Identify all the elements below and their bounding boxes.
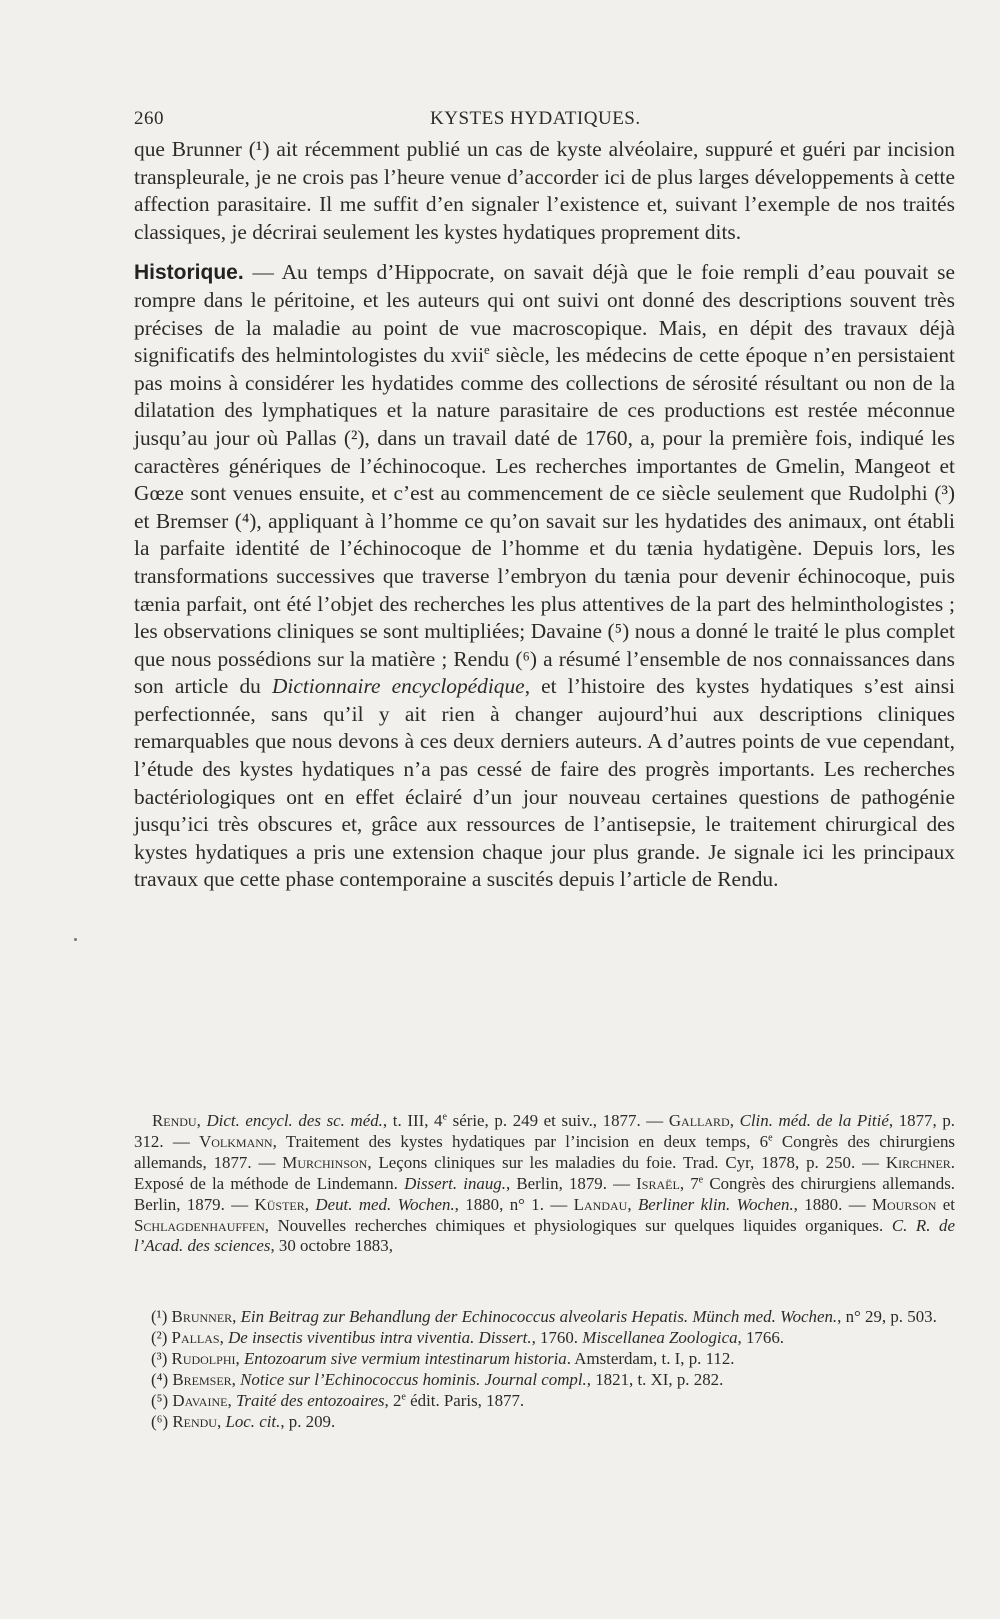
- text-run: (⁵): [151, 1390, 173, 1410]
- margin-speck: [74, 938, 77, 941]
- italic-text: De insectis viventibus intra viventia. Dissert.: [228, 1327, 532, 1347]
- author-name: Mourson: [872, 1194, 937, 1214]
- text-run: ,: [219, 1327, 229, 1347]
- author-name: Landau: [573, 1194, 628, 1214]
- author-name: Kirchner: [885, 1152, 951, 1172]
- paragraph-historique: [134, 259, 955, 894]
- text-run: et: [936, 1194, 955, 1214]
- footnote-5: [134, 1391, 955, 1412]
- superscript: e: [698, 1174, 704, 1186]
- text-run: , Leçons cliniques sur les maladies du foie. Trad. Cyr, 1878, p. 250. —: [367, 1152, 886, 1172]
- italic-text: Dict. encycl. des sc. méd.: [206, 1111, 383, 1130]
- text-run: ,: [235, 1348, 244, 1368]
- text-run: ,: [304, 1194, 316, 1214]
- text-run: ,: [231, 1369, 241, 1389]
- author-name: Schlagdenhauffen: [134, 1215, 265, 1235]
- text-run: ,: [216, 1411, 226, 1431]
- italic-text: Ein Beitrag zur Behandlung der Echinococcus alveolaris Hepatis. Münch med. Wochen.: [240, 1307, 838, 1326]
- text-run: , 1821, t. XI, p. 282.: [586, 1369, 724, 1389]
- text-run: , t. III, 4: [382, 1111, 443, 1130]
- paragraph-text-a: — Au temps d’Hippocrate, on savait déjà que le foie rempli d’eau pouvait se rompre dans le péritoine, et les auteurs qui ont suivi ont donné des descriptions souvent très précises de la maladie au point de vue macroscopique. Mais, en dépit des travaux déjà significatifs des helmintologistes du xvii: [134, 260, 955, 368]
- footnote-6: [134, 1412, 955, 1433]
- italic-text: Dissert. inaug.: [404, 1173, 506, 1193]
- page-number: 260: [134, 108, 164, 129]
- italic-text: Notice sur l’Echinococcus hominis. Journal compl.: [240, 1369, 587, 1389]
- text-run: Congrès des chirurgiens allemands. Berlin, 1879. —: [134, 1173, 955, 1214]
- text-run: (⁴): [151, 1369, 173, 1389]
- italic-text: Miscellanea Zoologica: [582, 1327, 738, 1347]
- footnotes: [134, 1307, 955, 1432]
- italic-text: Traité des entozoaires: [235, 1390, 385, 1410]
- bibliography: [134, 1111, 955, 1257]
- text-run: , 2: [384, 1390, 402, 1410]
- author-name: Rudolphi: [171, 1348, 236, 1368]
- footnote-4: [134, 1370, 955, 1391]
- text-run: ,: [729, 1111, 740, 1130]
- author-name: Pallas: [171, 1327, 220, 1347]
- paragraph-intro: que Brunner (¹) ait récemment publié un cas de kyste alvéolaire, suppuré et guéri par incision transpleurale, je ne crois pas l’heure venue d’accorder ici de plus larges développements à cette affection parasitaire. Il me suffit d’en signaler l’existence et, suivant l’exemple de nos traités classiques, je décrirai seulement les kystes hydatiques proprement dits.: [134, 137, 955, 244]
- text-run: Congrès des chirurgiens allemands, 1877. —: [134, 1131, 955, 1172]
- author-name: Volkmann: [199, 1131, 273, 1151]
- text-run: , Traitement des kystes hydatiques par l’incision en deux temps, 6: [272, 1131, 769, 1151]
- body-text: [134, 136, 955, 894]
- text-run: ,: [627, 1194, 638, 1214]
- text-run: , 1766.: [737, 1327, 784, 1347]
- author-name: Israël: [636, 1173, 680, 1193]
- text-run: ,: [227, 1390, 236, 1410]
- paragraph-text-b: siècle, les médecins de cette époque n’en persistaient pas moins à considérer les hydatides comme des collections de sérosité résultant ou non de la dilatation des lymphatiques et la nature parasitaire de ces productions est restée méconnue jusqu’au jour où Pallas (²), dans un travail daté de 1760, a, pour la première fois, indiqué les caractères génériques de l’échinocoque. Les recherches importantes de Gmelin, Mangeot et Gœze sont venues ensuite, et c’est au commencement de ce siècle seulement que Rudolphi (³) et Bremser (⁴), appliquant à l’homme ce qu’on savait sur les hydatides des animaux, ont établi la parfaite identité de l’échinocoque de l’homme et du tænia hydatigène. Depuis lors, les transformations successives que traverse l’embryon du tænia pour devenir échinocoque, puis tænia parfait, ont été l’objet des recherches les plus attentives de la part des helminthologistes ; les observations cliniques se sont multipliées; Davaine (⁵) nous a donné le traité le plus complet que nous possédions sur la matière ; Rendu (⁶) a résumé l’ensemble de nos connaissances dans son article du: [134, 343, 955, 699]
- italic-text: Deut. med. Wochen.: [315, 1194, 455, 1214]
- paragraph-text-c: , et l’histoire des kystes hydatiques s’est ainsi perfectionnée, sans qu’il y ait rien à changer aujourd’hui aux descriptions cliniques remarquables que nous devons à ces deux derniers auteurs. A d’autres points de vue cependant, l’étude des kystes hydatiques n’a pas cessé de faire des progrès importants. Les recherches bactériologiques ont en effet éclairé d’un jour nouveau certaines questions de pathogénie jusqu’ici très obscures et, grâce aux ressources de l’antisepsie, le traitement chirurgical des kystes hydatiques a pris une extension chaque jour plus grande. Je signale ici les principaux travaux que cette phase contemporaine a suscités depuis l’article de Rendu.: [134, 674, 955, 892]
- italic-text: Berliner klin. Wochen.: [637, 1194, 794, 1214]
- italic-title: Dictionnaire encyclopédique: [271, 674, 525, 699]
- footnote-2: [134, 1328, 955, 1349]
- footnote-3: [134, 1349, 955, 1370]
- text-run: , n° 29, p. 503.: [837, 1307, 937, 1326]
- superscript: e: [442, 1111, 447, 1123]
- author-name: Küster: [254, 1194, 305, 1214]
- text-run: édit. Paris, 1877.: [405, 1390, 525, 1410]
- text-run: , 30 octobre 1883,: [270, 1236, 393, 1256]
- text-run: ,: [232, 1307, 241, 1326]
- text-run: . Exposé de la méthode de Lindemann.: [134, 1152, 956, 1193]
- text-run: , 1877, p. 312. —: [134, 1111, 956, 1151]
- author-name: Rendu: [172, 1411, 217, 1431]
- section-heading: Historique.: [134, 261, 244, 285]
- text-run: ,: [196, 1111, 207, 1130]
- superscript: e: [401, 1391, 406, 1402]
- author-name: Bremser: [172, 1369, 232, 1389]
- text-run: , p. 209.: [280, 1411, 336, 1431]
- text-run: , 1760.: [531, 1327, 583, 1347]
- footnote-1: [134, 1307, 955, 1328]
- bibliography-paragraph: [134, 1111, 955, 1257]
- author-name: Brunner: [171, 1307, 233, 1326]
- text-run: , Nouvelles recherches chimiques et physiologiques sur quelques liquides organiques.: [264, 1215, 892, 1235]
- running-title: KYSTES HYDATIQUES.: [430, 108, 641, 129]
- superscript: e: [768, 1132, 773, 1144]
- text-run: , 1880, n° 1. —: [454, 1194, 574, 1214]
- text-run: (²): [151, 1327, 172, 1347]
- text-run: (³): [151, 1348, 172, 1368]
- text-run: (⁶): [151, 1411, 173, 1431]
- author-name: Murchinson: [282, 1152, 368, 1172]
- text-run: , 7: [679, 1173, 699, 1193]
- text-run: série, p. 249 et suiv., 1877. —: [447, 1111, 669, 1130]
- italic-text: Clin. méd. de la Pitié: [739, 1111, 889, 1130]
- author-name: Rendu: [152, 1111, 197, 1130]
- text-run: . Amsterdam, t. I, p. 112.: [566, 1348, 735, 1368]
- italic-text: C. R. de l’Acad. des sciences: [134, 1215, 955, 1256]
- author-name: Davaine: [172, 1390, 228, 1410]
- text-run: , 1880. —: [793, 1194, 872, 1214]
- text-run: , Berlin, 1879. —: [505, 1173, 637, 1193]
- text-run: (¹): [151, 1307, 172, 1326]
- italic-text: Entozoarum sive vermium intestinarum historia: [243, 1348, 567, 1368]
- running-header: [134, 104, 658, 134]
- italic-text: Loc. cit.: [225, 1411, 281, 1431]
- author-name: Gallard: [668, 1111, 730, 1130]
- superscript: e: [484, 343, 490, 358]
